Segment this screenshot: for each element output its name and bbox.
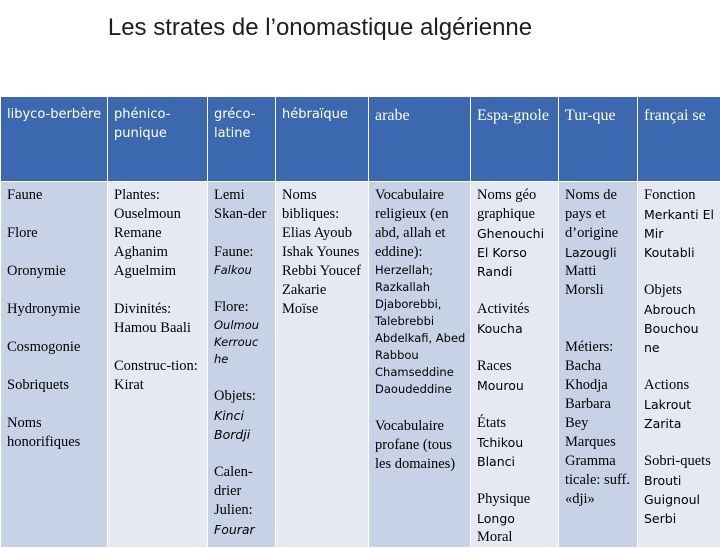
actions-list: Lakrout Zarita xyxy=(644,395,717,433)
noms-geo-list: Ghenouchi El Korso Randi xyxy=(477,224,555,281)
flore-list: Oulmou Kerrouc he xyxy=(214,317,272,368)
header-espagnole: Espa-gnole xyxy=(471,97,559,182)
calendrier-list: Fourar xyxy=(214,520,272,539)
races-label: Races xyxy=(477,357,555,376)
activites-list: Koucha xyxy=(477,319,555,338)
cell-greco-latine xyxy=(208,182,276,548)
hydronymie-label: Hydronymie xyxy=(7,300,104,319)
cell-phenico-punique xyxy=(108,182,208,548)
objets-label: Objets xyxy=(644,281,717,300)
lemi-text: Lemi Skan-der xyxy=(214,186,272,224)
etats-label: États xyxy=(477,414,555,433)
cell-hebraique xyxy=(276,182,369,548)
cell-francaise xyxy=(638,182,720,548)
plantes-text: Plantes: Ouselmoun Remane Aghanim Aguelmim xyxy=(114,186,204,281)
etats-list: Tchikou Blanci xyxy=(477,433,555,471)
oronymie-label: Oronymie xyxy=(7,262,104,281)
strata-table xyxy=(0,96,720,548)
moral-label: Moral xyxy=(477,528,555,547)
cell-turque xyxy=(559,182,638,548)
noms-bibliques-list: Elias Ayoub Ishak Younes Rebbi Youcef Zakarie Moïse xyxy=(282,224,365,319)
faune-label: Faune: xyxy=(214,243,272,262)
content-row xyxy=(1,182,720,548)
actions-label: Actions xyxy=(644,376,717,395)
cell-arabe xyxy=(369,182,471,548)
header-arabe: arabe xyxy=(369,97,471,182)
noms-honorifiques-label: Noms honorifiques xyxy=(7,414,104,452)
sobriquets-list: Brouti Guignoul Serbi xyxy=(644,471,717,528)
noms-pays-label: Noms de pays et d’origine xyxy=(565,186,634,243)
flore-label: Flore: xyxy=(214,298,272,317)
races-list: Mourou xyxy=(477,376,555,395)
metiers-label: Métiers: xyxy=(565,338,634,357)
physique-list: Longo xyxy=(477,509,555,528)
header-francaise: françai se xyxy=(638,97,720,182)
vocab-profane-label: Vocabulaire profane (tous les domaines) xyxy=(375,417,467,474)
noms-bibliques-label: Noms bibliques: xyxy=(282,186,365,224)
flore-label: Flore xyxy=(7,224,104,243)
activites-label: Activités xyxy=(477,300,555,319)
sobriquets-label: Sobri-quets xyxy=(644,452,717,471)
calendrier-label: Calen-drier Julien: xyxy=(214,463,272,520)
noms-pays-list: Lazougli xyxy=(565,243,634,262)
marques-text: Marques Gramma ticale: suff. «dji» xyxy=(565,433,634,509)
page-title: Les strates de l’onomastique algérienne xyxy=(0,14,640,42)
objets-list: Abrouch Bouchou ne xyxy=(644,300,717,357)
header-hebraique: hébraïque xyxy=(276,97,369,182)
header-row xyxy=(1,97,720,182)
cell-espagnole xyxy=(471,182,559,548)
physique-label: Physique xyxy=(477,490,555,509)
header-turque: Tur-que xyxy=(559,97,638,182)
vocab-religieux-list: Herzellah; Razkallah Djaborebbi, Talebrebbi Abdelkafi, Abed Rabbou Chamseddine Daoudeddine xyxy=(375,262,467,398)
faune-label: Faune xyxy=(7,186,104,205)
header-libyco-berbere: libyco-berbère xyxy=(1,97,108,182)
objets-label: Objets: xyxy=(214,387,272,406)
vocab-religieux-label: Vocabulaire religieux (en abd, allah et eddine): xyxy=(375,186,467,262)
objets-list: Kinci Bordji xyxy=(214,406,272,444)
divinites-label: Divinités: xyxy=(114,300,204,319)
matti-text: Matti Morsli xyxy=(565,262,634,300)
header-greco-latine: gréco-latine xyxy=(208,97,276,182)
construction-text: Construc-tion: Kirat xyxy=(114,357,204,395)
header-phenico-punique: phénico-punique xyxy=(108,97,208,182)
cell-libyco-berbere xyxy=(1,182,108,548)
fonction-list: Merkanti El Mir Koutabli xyxy=(644,205,717,262)
metiers-list: Bacha Khodja Barbara Bey xyxy=(565,357,634,433)
cosmogonie-label: Cosmogonie xyxy=(7,338,104,357)
sobriquets-label: Sobriquets xyxy=(7,376,104,395)
fonction-label: Fonction xyxy=(644,186,717,205)
faune-list: Falkou xyxy=(214,262,272,279)
noms-geo-label: Noms géo graphique xyxy=(477,186,555,224)
divinites-list: Hamou Baali xyxy=(114,319,204,338)
